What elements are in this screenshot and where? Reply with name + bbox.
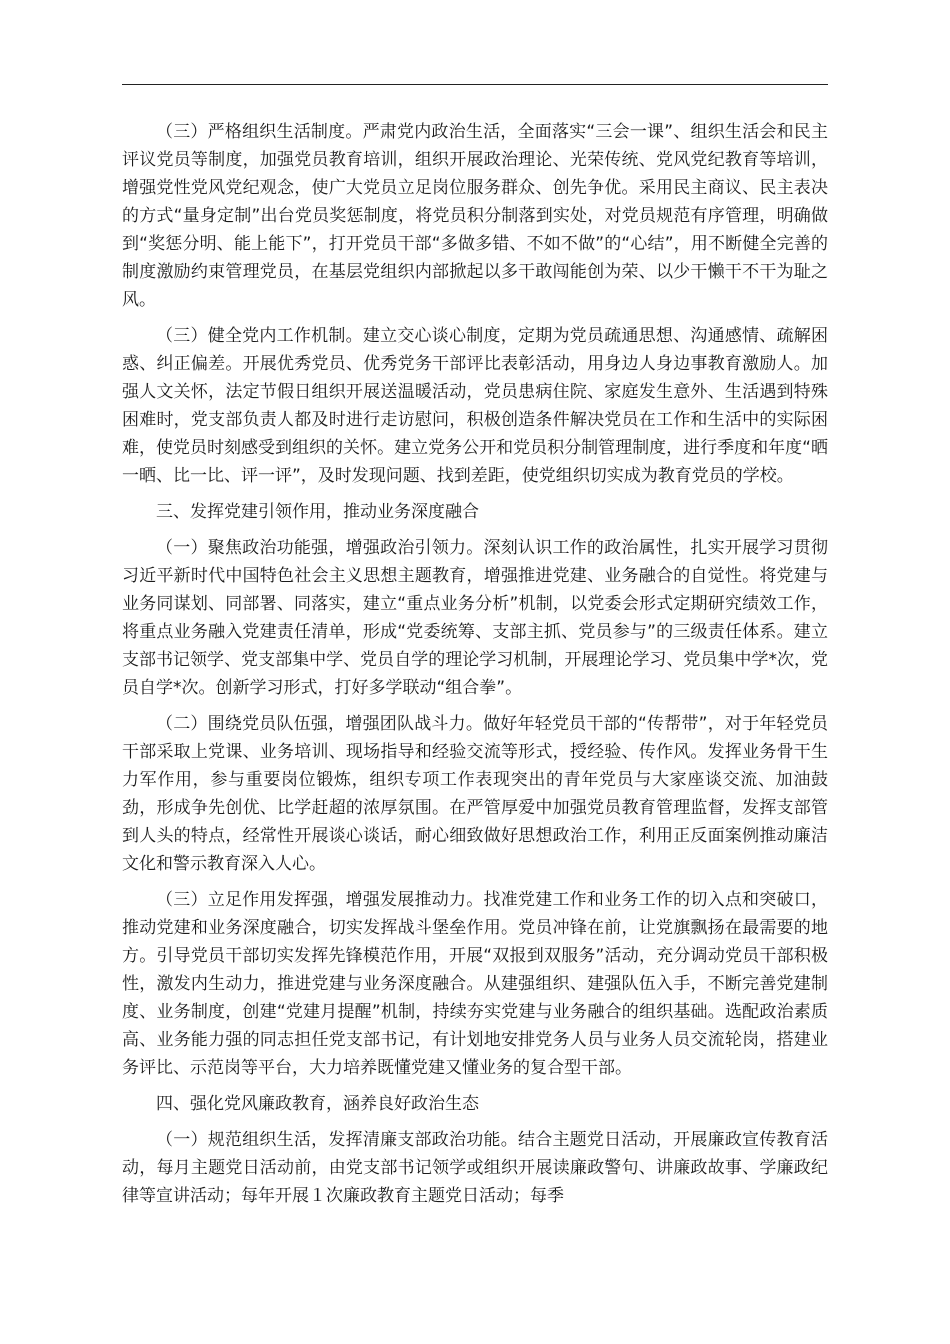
paragraph-clean-branch: （一）规范组织生活，发挥清廉支部政治功能。结合主题党日活动，开展廉政宣传教育活动，每月主题党日活动前，由党支部书记领学或组织开展读廉政警句、讲廉政故事、学廉政纪律等宣讲活动；每年开展１次廉政教育主题党日活动；每季 [122,1130,828,1206]
paragraph-development-drive: （三）立足作用发挥强，增强发展推动力。找准党建工作和业务工作的切入点和突破口，推动党建和业务深度融合，切实发挥战斗堡垒作用。党员冲锋在前，让党旗飘扬在最需要的地方。引导党员干部切实发挥先锋模范作用，开展“双报到双服务”活动，充分调动党员干部积极性，激发内生动力，推进党建与业务深度融合。从建强组织、建强队伍入手，不断完善党建制度、业务制度，创建“党建月提醒”机制，持续夯实党建与业务融合的组织基础。选配政治素质高、业务能力强的同志担任党支部书记，有计划地安排党务人员与业务人员交流轮岗，搭建业务评比、示范岗等平台，大力培养既懂党建又懂业务的复合型干部。 [122,890,828,1078]
paragraph-work-mechanism: （三）健全党内工作机制。建立交心谈心制度，定期为党员疏通思想、沟通感情、疏解困惑、纠正偏差。开展优秀党员、优秀党务干部评比表彰活动，用身边人身边事教育激励人。加强人文关怀，法定节假日组织开展送温暖活动，党员患病住院、家庭发生意外、生活遇到特殊困难时，党支部负责人都及时进行走访慰问，积极创造条件解决党员在工作和生活中的实际困难，使党员时刻感受到组织的关怀。建立党务公开和党员积分制管理制度，进行季度和年度“晒一晒、比一比、评一评”，及时发现问题、找到差距，使党组织切实成为教育党员的学校。 [122,326,828,486]
section-heading-three: 三、发挥党建引领作用，推动业务深度融合 [156,502,479,522]
paragraph-political-function: （一）聚焦政治功能强，增强政治引领力。深刻认识工作的政治属性，扎实开展学习贯彻习近平新时代中国特色社会主义思想主题教育，增强推进党建、业务融合的自觉性。将党建与业务同谋划、同部署、同落实，建立“重点业务分析”机制，以党委会形式定期研究绩效工作，将重点业务融入党建责任清单，形成“党委统筹、支部主抓、党员参与”的三级责任体系。建立支部书记领学、党支部集中学、党员自学的理论学习机制，开展理论学习、党员集中学*次，党员自学*次。创新学习形式，打好多学联动“组合拳”。 [122,538,828,698]
paragraph-organization-life: （三）严格组织生活制度。严肃党内政治生活，全面落实“三会一课”、组织生活会和民主评议党员等制度，加强党员教育培训，组织开展政治理论、光荣传统、党风党纪教育等培训，增强党性党风党纪观念，使广大党员立足岗位服务群众、创先争优。采用民主商议、民主表决的方式“量身定制”出台党员奖惩制度，将党员积分制落到实处，对党员规范有序管理，明确做到“奖惩分明、能上能下”，打开党员干部“多做多错、不如不做”的“心结”，用不断健全完善的制度激励约束管理党员，在基层党组织内部掀起以多干敢闯能创为荣、以少干懒干不干为耻之风。 [122,122,828,310]
paragraph-team-strength: （二）围绕党员队伍强，增强团队战斗力。做好年轻党员干部的“传帮带”，对于年轻党员干部采取上党课、业务培训、现场指导和经验交流等形式，授经验、传作风。发挥业务骨干生力军作用，参与重要岗位锻炼，组织专项工作表现突出的青年党员与大家座谈交流、加油鼓劲，形成争先创优、比学赶超的浓厚氛围。在严管厚爱中加强党员教育管理监督，发挥支部管到人头的特点，经常性开展谈心谈话，耐心细致做好思想政治工作，利用正反面案例推动廉洁文化和警示教育深入人心。 [122,714,828,874]
header-rule [122,84,828,85]
document-body [122,118,828,1218]
section-heading-four: 四、强化党风廉政教育，涵养良好政治生态 [156,1094,479,1114]
